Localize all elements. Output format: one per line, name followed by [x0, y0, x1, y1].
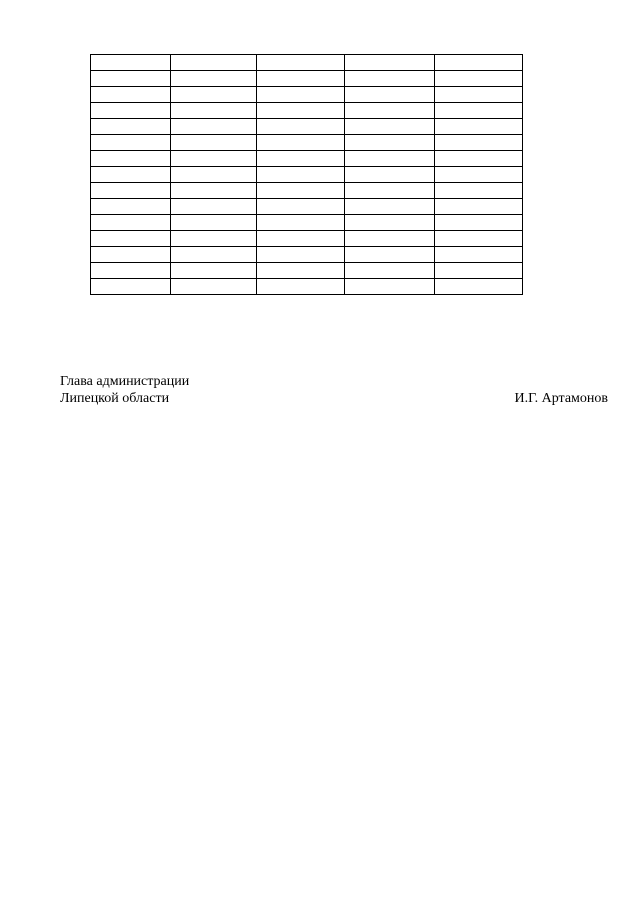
table-cell — [257, 55, 345, 71]
table-cell — [91, 183, 171, 199]
table-cell — [435, 151, 523, 167]
table-body — [91, 55, 523, 295]
table-row — [91, 87, 523, 103]
table-cell — [91, 247, 171, 263]
table-cell — [171, 55, 257, 71]
table-row — [91, 263, 523, 279]
table-cell — [435, 55, 523, 71]
table-cell — [257, 279, 345, 295]
signature-position-line1: Глава администрации — [60, 374, 190, 389]
table-cell — [257, 103, 345, 119]
table-cell — [435, 231, 523, 247]
table-cell — [91, 119, 171, 135]
table-cell — [171, 199, 257, 215]
table-cell — [91, 199, 171, 215]
table-cell — [171, 119, 257, 135]
table-cell — [257, 167, 345, 183]
table-cell — [257, 231, 345, 247]
table-cell — [435, 279, 523, 295]
table-cell — [435, 167, 523, 183]
table-row — [91, 119, 523, 135]
table-cell — [345, 231, 435, 247]
table-cell — [345, 87, 435, 103]
table-cell — [91, 135, 171, 151]
table-cell — [345, 71, 435, 87]
table-cell — [435, 199, 523, 215]
table-cell — [91, 87, 171, 103]
table-cell — [345, 55, 435, 71]
table-row — [91, 135, 523, 151]
table-row — [91, 247, 523, 263]
table-cell — [345, 263, 435, 279]
table-row — [91, 215, 523, 231]
table-cell — [435, 215, 523, 231]
table-row — [91, 231, 523, 247]
table-row — [91, 55, 523, 71]
signature-position-line2: Липецкой области — [60, 391, 170, 406]
blank-table — [90, 54, 523, 295]
table-cell — [171, 263, 257, 279]
table-cell — [435, 103, 523, 119]
table-row — [91, 71, 523, 87]
table-row — [91, 183, 523, 199]
table-cell — [171, 215, 257, 231]
table-cell — [257, 151, 345, 167]
table-cell — [435, 71, 523, 87]
table-cell — [257, 119, 345, 135]
table-cell — [257, 215, 345, 231]
table-cell — [345, 135, 435, 151]
table-cell — [345, 103, 435, 119]
table-cell — [171, 247, 257, 263]
table-cell — [345, 279, 435, 295]
table-cell — [91, 167, 171, 183]
table-cell — [435, 183, 523, 199]
table-cell — [171, 279, 257, 295]
signature-block — [60, 373, 608, 407]
signature-line-2 — [60, 390, 608, 407]
table-row — [91, 199, 523, 215]
table-cell — [435, 87, 523, 103]
table-cell — [171, 87, 257, 103]
table-row — [91, 279, 523, 295]
table-cell — [171, 167, 257, 183]
table-cell — [91, 103, 171, 119]
table-cell — [91, 231, 171, 247]
table-cell — [435, 263, 523, 279]
table-cell — [345, 199, 435, 215]
table-cell — [345, 167, 435, 183]
table-cell — [91, 263, 171, 279]
table-row — [91, 151, 523, 167]
table-cell — [257, 135, 345, 151]
table-cell — [345, 247, 435, 263]
table-cell — [257, 263, 345, 279]
table-cell — [257, 247, 345, 263]
table-cell — [171, 103, 257, 119]
table-cell — [257, 87, 345, 103]
table-cell — [345, 119, 435, 135]
table-cell — [345, 151, 435, 167]
table-cell — [435, 135, 523, 151]
table-cell — [91, 215, 171, 231]
table-cell — [171, 135, 257, 151]
table-cell — [91, 71, 171, 87]
table-cell — [345, 215, 435, 231]
table-row — [91, 167, 523, 183]
table-cell — [257, 71, 345, 87]
signature-line-1 — [60, 373, 608, 390]
table-cell — [91, 151, 171, 167]
table-cell — [91, 55, 171, 71]
table-cell — [257, 199, 345, 215]
table-cell — [171, 71, 257, 87]
table-row — [91, 103, 523, 119]
table-cell — [257, 183, 345, 199]
signature-name: И.Г. Артамонов — [514, 391, 608, 406]
table-cell — [91, 279, 171, 295]
table-cell — [345, 183, 435, 199]
table-cell — [171, 183, 257, 199]
table-cell — [435, 119, 523, 135]
table-cell — [171, 151, 257, 167]
table-cell — [171, 231, 257, 247]
table-cell — [435, 247, 523, 263]
